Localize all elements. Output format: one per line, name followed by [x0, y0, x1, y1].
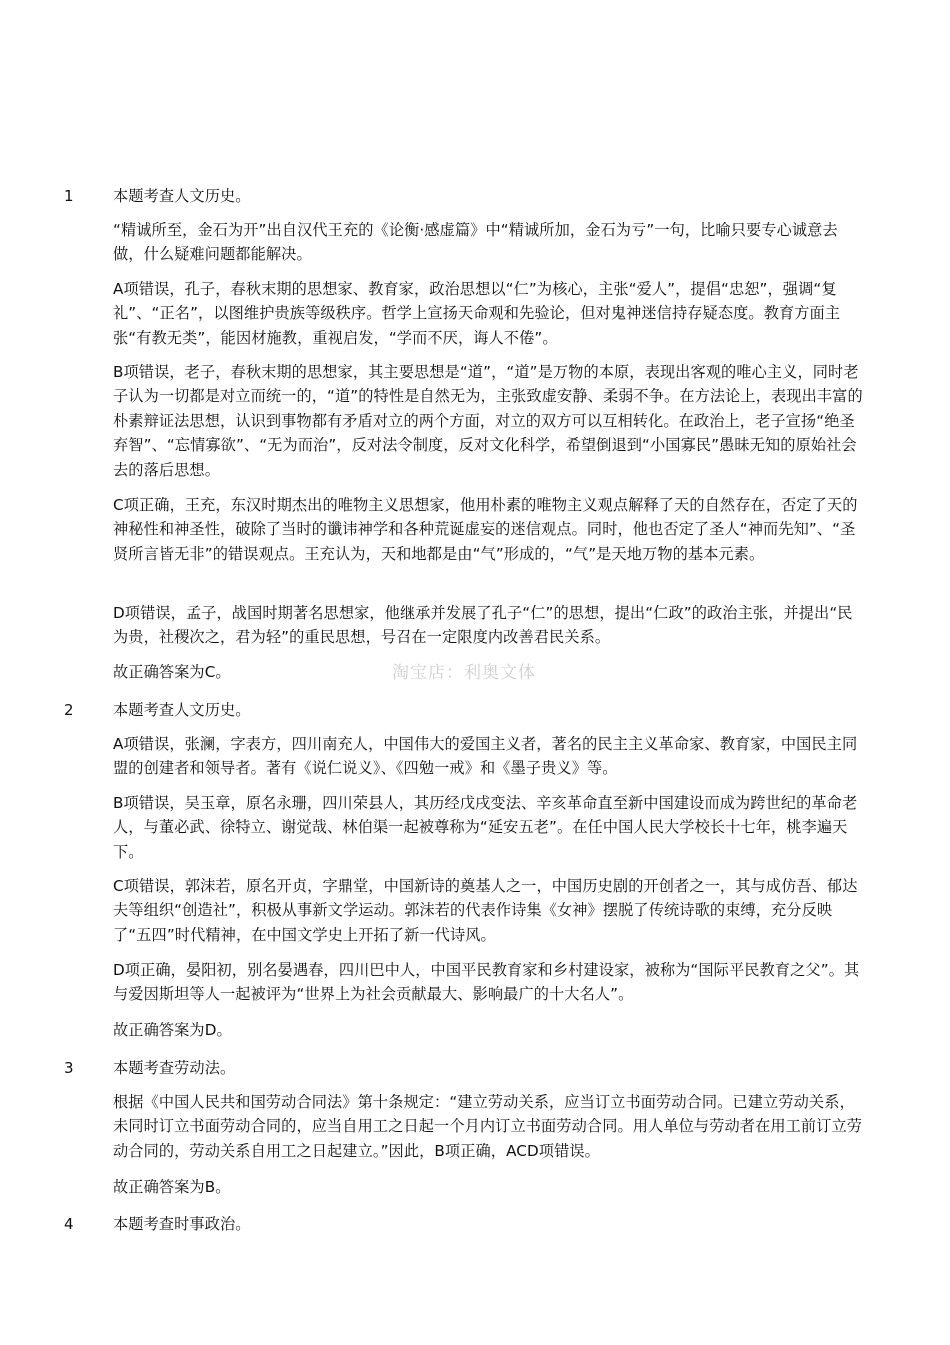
question-number: 1	[64, 187, 74, 205]
explanation-paragraph: D项正确，晏阳初，别名晏遇春，四川巴中人，中国平民教育家和乡村建设家，被称为“国际平民教育之父”。其与爱因斯坦等人一起被评为“世界上为社会贡献最大、影响最广的十大名人”。	[113, 961, 860, 1004]
question-number: 3	[64, 1059, 74, 1077]
explanation-paragraph: C项正确，王充，东汉时期杰出的唯物主义思想家，他用朴素的唯物主义观点解释了天的自然存在，否定了天的神秘性和神圣性，破除了当时的谶讳神学和各种荒诞虚妄的迷信观点。同时，他也否定了圣人“神而先知”、“圣贤所言皆无非”的错误观点。王充认为，天和地都是由“气”形成的，“气”是天地万物的基本元素。	[113, 496, 858, 563]
explanation-paragraph: D项错误，孟子，战国时期著名思想家，他继承并发展了孔子“仁”的思想，提出“仁政”的政治主张，并提出“民为贵，社稷次之，君为轻”的重民思想，号召在一定限度内改善君民关系。	[113, 604, 853, 647]
explanation-paragraph: A项错误，孔子，春秋末期的思想家、教育家，政治思想以“仁”为核心，主张“爱人”，提倡“忠恕”，强调“复礼”、“正名”，以图维护贵族等级秩序。哲学上宣扬天命观和先验论，但对鬼神迷信持存疑态度。教育方面主张“有教无类”，能因材施教，重视启发，“学而不厌，诲人不倦”。	[113, 280, 841, 347]
question-topic: 本题考查人文历史。	[113, 701, 251, 719]
explanation-paragraph: B项错误，吴玉章，原名永珊，四川荣县人，其历经戊戌变法、辛亥革命直至新中国建设而成为跨世纪的革命老人，与董必武、徐特立、谢觉哉、林伯渠一起被尊称为“延安五老”。在任中国人民大学校长十七年，桃李遍天下。	[113, 794, 858, 861]
answer-conclusion: 故正确答案为C。	[113, 663, 231, 681]
question-number: 4	[64, 1215, 74, 1233]
explanation-paragraph: “精诚所至，金石为开”出自汉代王充的《论衡·感虚篇》中“精诚所加，金石为亏”一句，比喻只要专心诚意去做，什么疑难问题都能解决。	[113, 221, 838, 264]
question-number: 2	[64, 701, 74, 719]
answer-conclusion: 故正确答案为D。	[113, 1021, 232, 1039]
watermark: 淘宝店：利奥文体	[392, 663, 536, 683]
question-topic: 本题考查时事政治。	[113, 1215, 251, 1233]
explanation-paragraph: 根据《中国人民共和国劳动合同法》第十条规定：“建立劳动关系，应当订立书面劳动合同。已建立劳动关系，未同时订立书面劳动合同的，应当自用工之日起一个月内订立书面劳动合同。用人单位与劳动者在用工前订立劳动合同的，劳动关系自用工之日起建立。”因此，B项正确，ACD项错误。	[113, 1093, 863, 1160]
explanation-paragraph: C项错误，郭沫若，原名开贞，字鼎堂，中国新诗的奠基人之一，中国历史剧的开创者之一，其与成仿吾、郁达夫等组织“创造社”，积极从事新文学运动。郭沫若的代表作诗集《女神》摆脱了传统诗歌的束缚，充分反映了“五四”时代精神，在中国文学史上开拓了新一代诗风。	[113, 877, 858, 944]
explanation-paragraph: B项错误，老子，春秋末期的思想家，其主要思想是“道”，“道”是万物的本原，表现出客观的唯心主义，同时老子认为一切都是对立而统一的，“道”的特性是自然无为，主张致虚安静、柔弱不争。在方法论上，表现出丰富的朴素辩证法思想，认识到事物都有矛盾对立的两个方面，对立的双方可以互相转化。在政治上，老子宣扬“绝圣弃智”、“忘情寡欲”、“无为而治”，反对法令制度，反对文化科学，希望倒退到“小国寡民”愚昧无知的原始社会去的落后思想。	[113, 363, 863, 479]
explanation-paragraph: A项错误，张澜，字表方，四川南充人，中国伟大的爱国主义者，著名的民主主义革命家、教育家，中国民主同盟的创建者和领导者。著有《说仁说义》、《四勉一戒》和《墨子贵义》等。	[113, 735, 858, 778]
answer-conclusion: 故正确答案为B。	[113, 1178, 231, 1196]
question-topic: 本题考查人文历史。	[113, 187, 251, 205]
question-topic: 本题考查劳动法。	[113, 1059, 236, 1077]
